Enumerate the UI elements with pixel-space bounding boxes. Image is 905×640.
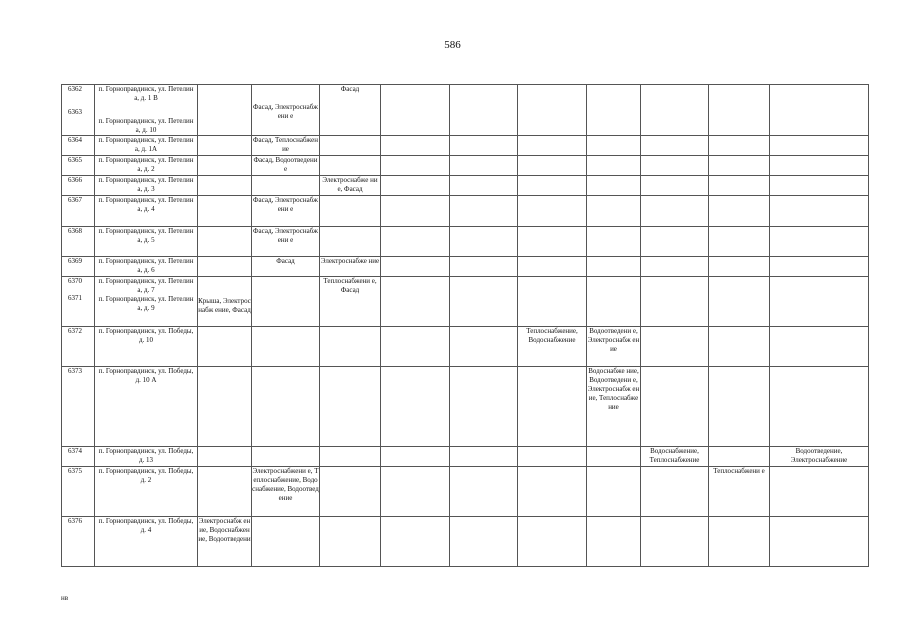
empty-cell [381,517,450,567]
address-text: п. Горноправдинск, ул. Петелина, д. 10 [98,117,194,134]
empty-cell [450,327,518,367]
empty-cell [252,517,320,567]
work-cell [252,85,320,136]
address-cell: п. Горноправдинск, ул. Петелина, д. 3 [95,176,198,196]
row-number: 6369 [62,257,95,277]
row-number: 6366 [62,176,95,196]
empty-cell [770,517,869,567]
empty-cell [770,277,869,327]
empty-cell [450,257,518,277]
row-number: 6371 [68,294,82,302]
table-row [62,227,869,257]
row-number: 6373 [62,367,95,447]
empty-cell [450,467,518,517]
row-number: 6372 [62,327,95,367]
empty-cell [587,517,641,567]
empty-cell [381,447,450,467]
address-cell: п. Горноправдинск, ул. Победы, д. 10 А [95,367,198,447]
empty-cell [709,257,770,277]
row-number: 6363 [68,108,82,116]
table-row [62,327,869,367]
empty-cell [320,327,381,367]
empty-cell [381,327,450,367]
empty-cell [641,467,709,517]
empty-cell [770,367,869,447]
address-cell [95,277,198,327]
address-text: п. Горноправдинск, ул. Петелина, д. 9 [98,295,194,312]
work-cell [198,85,252,136]
work-text: Фасад [340,85,360,93]
empty-cell [518,257,587,277]
table-row [62,517,869,567]
empty-cell [381,136,450,156]
table-row [62,85,869,136]
empty-cell [198,227,252,257]
empty-cell [709,367,770,447]
row-number: 6364 [62,136,95,156]
work-cell: Фасад, Теплоснабжение [252,136,320,156]
empty-cell [320,467,381,517]
empty-cell [709,277,770,327]
empty-cell [381,467,450,517]
empty-cell [709,327,770,367]
empty-cell [518,227,587,257]
empty-cell [518,176,587,196]
empty-cell [641,156,709,176]
address-cell: п. Горноправдинск, ул. Победы, д. 10 [95,327,198,367]
empty-cell [709,227,770,257]
work-cell [709,85,770,136]
empty-cell [198,467,252,517]
empty-cell [320,156,381,176]
empty-cell [198,196,252,227]
empty-cell [709,176,770,196]
table-row [62,257,869,277]
empty-cell [518,467,587,517]
empty-cell [641,176,709,196]
work-cell [198,277,252,327]
address-cell: п. Горноправдинск, ул. Победы, д. 4 [95,517,198,567]
empty-cell [518,277,587,327]
work-cell [198,136,252,156]
row-number: 6365 [62,156,95,176]
table-row [62,136,869,156]
empty-cell [518,156,587,176]
empty-cell [587,257,641,277]
empty-cell [252,277,320,327]
empty-cell [709,136,770,156]
row-number: 6370 [68,277,82,285]
row-number: 6362 [68,85,82,93]
work-cell [198,156,252,176]
empty-cell [641,517,709,567]
address-cell: п. Горноправдинск, ул. Петелина, д. 6 [95,257,198,277]
empty-cell [641,277,709,327]
empty-cell [770,257,869,277]
empty-cell [450,196,518,227]
work-cell [518,85,587,136]
empty-cell [587,196,641,227]
empty-cell [198,176,252,196]
work-cell: Электроснабже ние, Фасад [320,176,381,196]
empty-cell [518,517,587,567]
empty-cell [450,277,518,327]
work-cell: Водоотведение, Электроснабжение [770,447,869,467]
address-cell: п. Горноправдинск, ул. Петелина, д. 5 [95,227,198,257]
empty-cell [587,467,641,517]
empty-cell [381,277,450,327]
table-row [62,447,869,467]
empty-cell [770,327,869,367]
empty-cell [198,367,252,447]
empty-cell [641,367,709,447]
empty-cell [641,227,709,257]
empty-cell [587,136,641,156]
empty-cell [320,196,381,227]
work-cell: Теплоснабжени е [709,467,770,517]
empty-cell [450,156,518,176]
address-cell [95,85,198,136]
table-row [62,367,869,447]
registry-table [61,84,869,567]
row-number: 6368 [62,227,95,257]
empty-cell [709,447,770,467]
empty-cell [641,257,709,277]
work-cell: Теплоснабжение, Водоснабжение [518,327,587,367]
address-cell: п. Горноправдинск, ул. Петелина, д. 4 [95,196,198,227]
work-cell [770,85,869,136]
empty-cell [518,367,587,447]
empty-cell [320,367,381,447]
empty-cell [450,136,518,156]
empty-cell [709,156,770,176]
work-cell [450,85,518,136]
work-cell: Водоснабже ние, Водоотведени е, Электроснабж ение, Теплоснабже ние [587,367,641,447]
empty-cell [252,447,320,467]
empty-cell [252,367,320,447]
empty-cell [450,447,518,467]
work-cell: Фасад, Водоотведение [252,156,320,176]
work-text: Крыша, Электроснабж ение, Фасад [198,297,251,314]
row-number-cell [62,85,95,136]
row-number: 6374 [62,447,95,467]
work-cell: Электроснабжени е, Теплоснабжение, Водоснабжение, Водоотведение [252,467,320,517]
empty-cell [770,467,869,517]
address-cell: п. Горноправдинск, ул. Петелина, д. 1А [95,136,198,156]
work-cell: Теплоснабжени е, Фасад [320,277,381,327]
table-row [62,176,869,196]
empty-cell [381,257,450,277]
empty-cell [709,196,770,227]
empty-cell [770,227,869,257]
address-cell: п. Горноправдинск, ул. Петелина, д. 2 [95,156,198,176]
work-cell: Водоснабжение, Теплоснабжение [641,447,709,467]
work-cell: Фасад [252,257,320,277]
table-row [62,467,869,517]
work-cell: Фасад, Электроснабжени е [252,196,320,227]
empty-cell [587,277,641,327]
empty-cell [381,196,450,227]
work-cell [587,85,641,136]
work-cell: Фасад, Электроснабжени е [252,227,320,257]
footer-mark: нв [61,594,69,602]
empty-cell [518,447,587,467]
work-cell: Электроснабже ние [320,257,381,277]
page-number: 586 [444,39,461,51]
empty-cell [320,517,381,567]
empty-cell [381,227,450,257]
empty-cell [320,227,381,257]
empty-cell [198,257,252,277]
work-cell: Электроснабж ение, Водоснабжен ие, Водоотведени [198,517,252,567]
empty-cell [252,327,320,367]
empty-cell [770,156,869,176]
row-number: 6367 [62,196,95,227]
empty-cell [518,136,587,156]
empty-cell [252,176,320,196]
work-cell: Водоотведени е, Электроснабж ение [587,327,641,367]
work-cell [381,85,450,136]
empty-cell [450,227,518,257]
table-row [62,156,869,176]
empty-cell [450,176,518,196]
empty-cell [198,327,252,367]
empty-cell [641,327,709,367]
empty-cell [320,136,381,156]
empty-cell [770,176,869,196]
work-cell [641,85,709,136]
empty-cell [450,367,518,447]
address-cell: п. Горноправдинск, ул. Победы, д. 2 [95,467,198,517]
empty-cell [381,156,450,176]
table-row [62,196,869,227]
empty-cell [709,517,770,567]
row-number: 6376 [62,517,95,567]
empty-cell [770,136,869,156]
empty-cell [587,176,641,196]
empty-cell [587,156,641,176]
table-row [62,277,869,327]
row-number-cell [62,277,95,327]
empty-cell [587,227,641,257]
address-cell: п. Горноправдинск, ул. Победы, д. 13 [95,447,198,467]
empty-cell [381,367,450,447]
work-cell [320,85,381,136]
address-text: п. Горноправдинск, ул. Петелина, д. 1 В [98,85,194,102]
empty-cell [320,447,381,467]
empty-cell [198,447,252,467]
empty-cell [770,196,869,227]
empty-cell [587,447,641,467]
work-text: Фасад, Электроснабжени е [253,103,318,120]
row-number: 6375 [62,467,95,517]
empty-cell [641,196,709,227]
address-text: п. Горноправдинск, ул. Петелина, д. 7 [98,277,194,294]
empty-cell [381,176,450,196]
empty-cell [450,517,518,567]
empty-cell [518,196,587,227]
empty-cell [641,136,709,156]
